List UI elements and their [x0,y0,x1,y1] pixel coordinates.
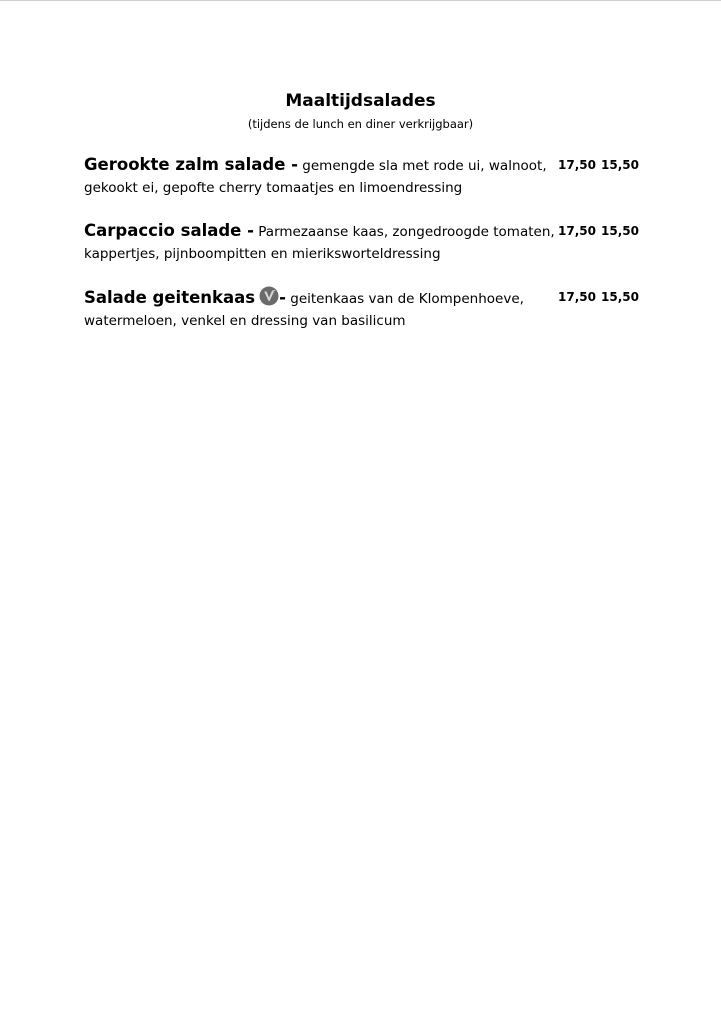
item-name: Salade geitenkaas [84,288,256,307]
page-subtitle: (tijdens de lunch en diner verkrijgbaar) [247,117,474,131]
menu-item-carpaccio-salade [84,220,639,265]
item-line-1 [84,286,554,310]
item-separator: - [279,288,286,307]
item-description: geitenkaas van de Klompenhoeve, [285,291,524,307]
page-title: Maaltijdsalades [285,91,436,111]
item-line-2: kappertjes, pijnboompitten en mieriksworteldressing [84,246,441,262]
item-line-1 [84,154,554,177]
item-price-reduced: 15,50 [601,290,639,304]
item-price-regular: 17,50 [558,158,596,172]
item-line-2: gekookt ei, gepofte cherry tomaatjes en limoendressing [84,180,463,196]
item-separator: - [241,221,254,240]
item-separator: - [285,155,299,174]
menu-item-gerookte-zalm-salade [84,154,639,199]
item-price-regular: 17,50 [558,224,596,238]
page-top-rule [0,0,721,1]
item-name: Carpaccio salade [84,221,242,240]
item-line-1 [84,220,554,243]
menu-item-salade-geitenkaas [84,286,639,332]
item-name: Gerookte zalm salade [84,155,286,174]
item-price-reduced: 15,50 [601,224,639,238]
item-description: Parmezaanse kaas, zongedroogde tomaten, [253,224,555,240]
item-price-regular: 17,50 [558,290,596,304]
item-line-2: watermeloen, venkel en dressing van basilicum [84,313,406,329]
vegetarian-icon [259,286,279,306]
item-description: gemengde sla met rode ui, walnoot, [298,158,547,174]
item-price-reduced: 15,50 [601,158,639,172]
